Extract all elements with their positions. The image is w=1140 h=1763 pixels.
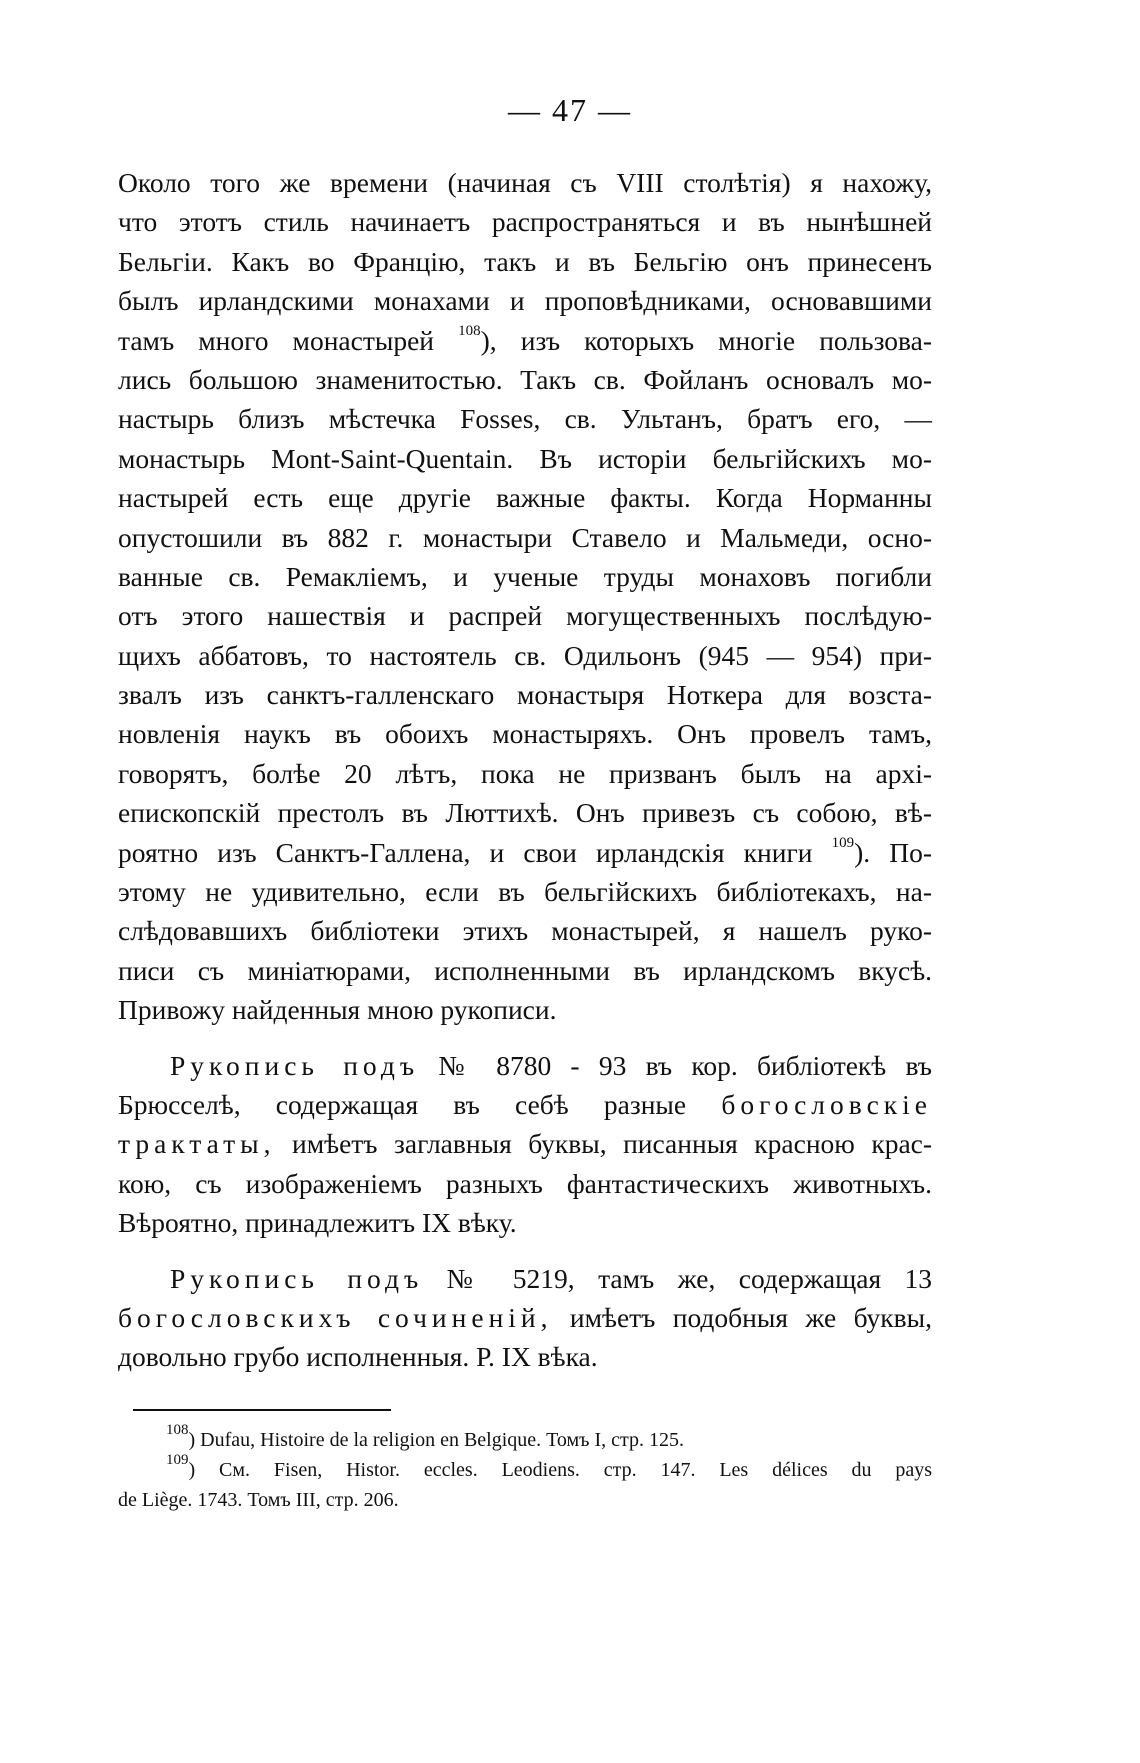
spaced-emphasis: трактаты,: [118, 1128, 276, 1160]
text-line: щихъ аббатовъ, то настоятель св. Одильонъ (945 — 954) при-: [118, 639, 932, 671]
text-line: трактаты, имѣетъ заглавныя буквы, писанныя красною крас-: [118, 1128, 933, 1160]
text-line: говорятъ, болѣе 20 лѣтъ, пока не призванъ былъ на архі-: [118, 757, 932, 789]
text-line: настырь близъ мѣстечка Fosses, св. Ультанъ, братъ его, —: [118, 403, 932, 435]
text-line: Рукопись подъ № 5219, тамъ же, содержащая 13: [170, 1262, 933, 1294]
footnote-109-continued: de Liège. 1743. Томъ III, стр. 206.: [118, 1489, 399, 1511]
text-line: Вѣроятно, принадлежитъ IX вѣку.: [118, 1207, 517, 1239]
spaced-emphasis: богословскихъ сочиненій,: [118, 1301, 553, 1333]
text-line: настырей есть еще другіе важные факты. Когда Норманны: [118, 482, 932, 514]
text-line: писи съ миніатюрами, исполненными въ ирландскомъ вкусѣ.: [118, 954, 932, 986]
footnote-ref-109: 109: [831, 835, 855, 852]
text-line: довольно грубо исполненныя. Р. IX вѣка.: [118, 1341, 598, 1373]
text-line: Бельгіи. Какъ во Францію, такъ и въ Бельгію онъ принесенъ: [118, 245, 932, 277]
text-line: звалъ изъ санктъ-галленскаго монастыря Ноткера для возста-: [118, 679, 932, 711]
footnote-divider: [133, 1409, 391, 1411]
spaced-emphasis: богословскіе: [721, 1088, 933, 1120]
text-line: кою, съ изображеніемъ разныхъ фантастическихъ животныхъ.: [118, 1167, 932, 1199]
spaced-heading: Рукопись подъ: [170, 1262, 424, 1294]
text-line: тамъ много монастырей $^{108}$), изъ которыхъ многіе пользова-: [118, 323, 933, 356]
text-line: что этотъ стиль начинаетъ распространяться и въ нынѣшней: [118, 206, 932, 238]
text-line: былъ ирландскими монахами и проповѣдниками, основавшими: [118, 285, 932, 317]
text-line: этому не удивительно, если въ бельгійскихъ библіотекахъ, на-: [118, 876, 932, 908]
footnote-108: $^{108}$) Dufau, Histoire de la religion en Belgique. Томъ I, стр. 125.: [166, 1422, 685, 1451]
spaced-heading: Рукопись подъ: [170, 1049, 420, 1081]
text-line: Брюсселѣ, содержащая въ себѣ разные богословскіе: [118, 1088, 933, 1120]
text-line: лись большою знаменитостью. Такъ св. Фойланъ основалъ мо-: [118, 363, 932, 395]
text-line: Около того же времени (начиная съ VIII столѣтія) я нахожу,: [118, 167, 932, 198]
text-line: слѣдовавшихъ библіотеки этихъ монастырей, я нашелъ руко-: [118, 915, 932, 947]
text-line: богословскихъ сочиненій, имѣетъ подобныя же буквы,: [118, 1301, 932, 1333]
text-line: Привожу найденныя мною рукописи.: [118, 994, 557, 1026]
footnotes: [118, 1422, 932, 1515]
text-line: ванные св. Ремакліемъ, и ученые труды монаховъ погибли: [118, 560, 932, 592]
text-line: епископскій престолъ въ Люттихѣ. Онъ привезъ съ собою, вѣ-: [118, 797, 932, 829]
text-line: отъ этого нашествія и распрей могущественныхъ послѣдую-: [118, 600, 932, 632]
page-number: — 47 —: [508, 92, 632, 128]
footnote-109: $^{109}$) См. Fisen, Histor. eccles. Leodiens. стр. 147. Les délices du pays: [166, 1452, 932, 1481]
text-line: монастырь Mont-Saint-Quentain. Въ исторіи бельгійскихъ мо-: [118, 442, 932, 474]
body-text: [118, 163, 932, 1377]
text-line: опустошили въ 882 г. монастыри Ставело и Мальмеди, осно-: [118, 521, 932, 553]
footnote-ref-108: 108: [458, 323, 481, 340]
text-line: роятно изъ Санктъ-Галлена, и свои ирландскія книги $^{109}$). По-: [118, 835, 932, 868]
text-line: Рукопись подъ № 8780 - 93 въ кор. библіотекѣ въ: [170, 1049, 932, 1081]
text-line: новленія наукъ въ обоихъ монастыряхъ. Онъ провелъ тамъ,: [118, 718, 932, 750]
